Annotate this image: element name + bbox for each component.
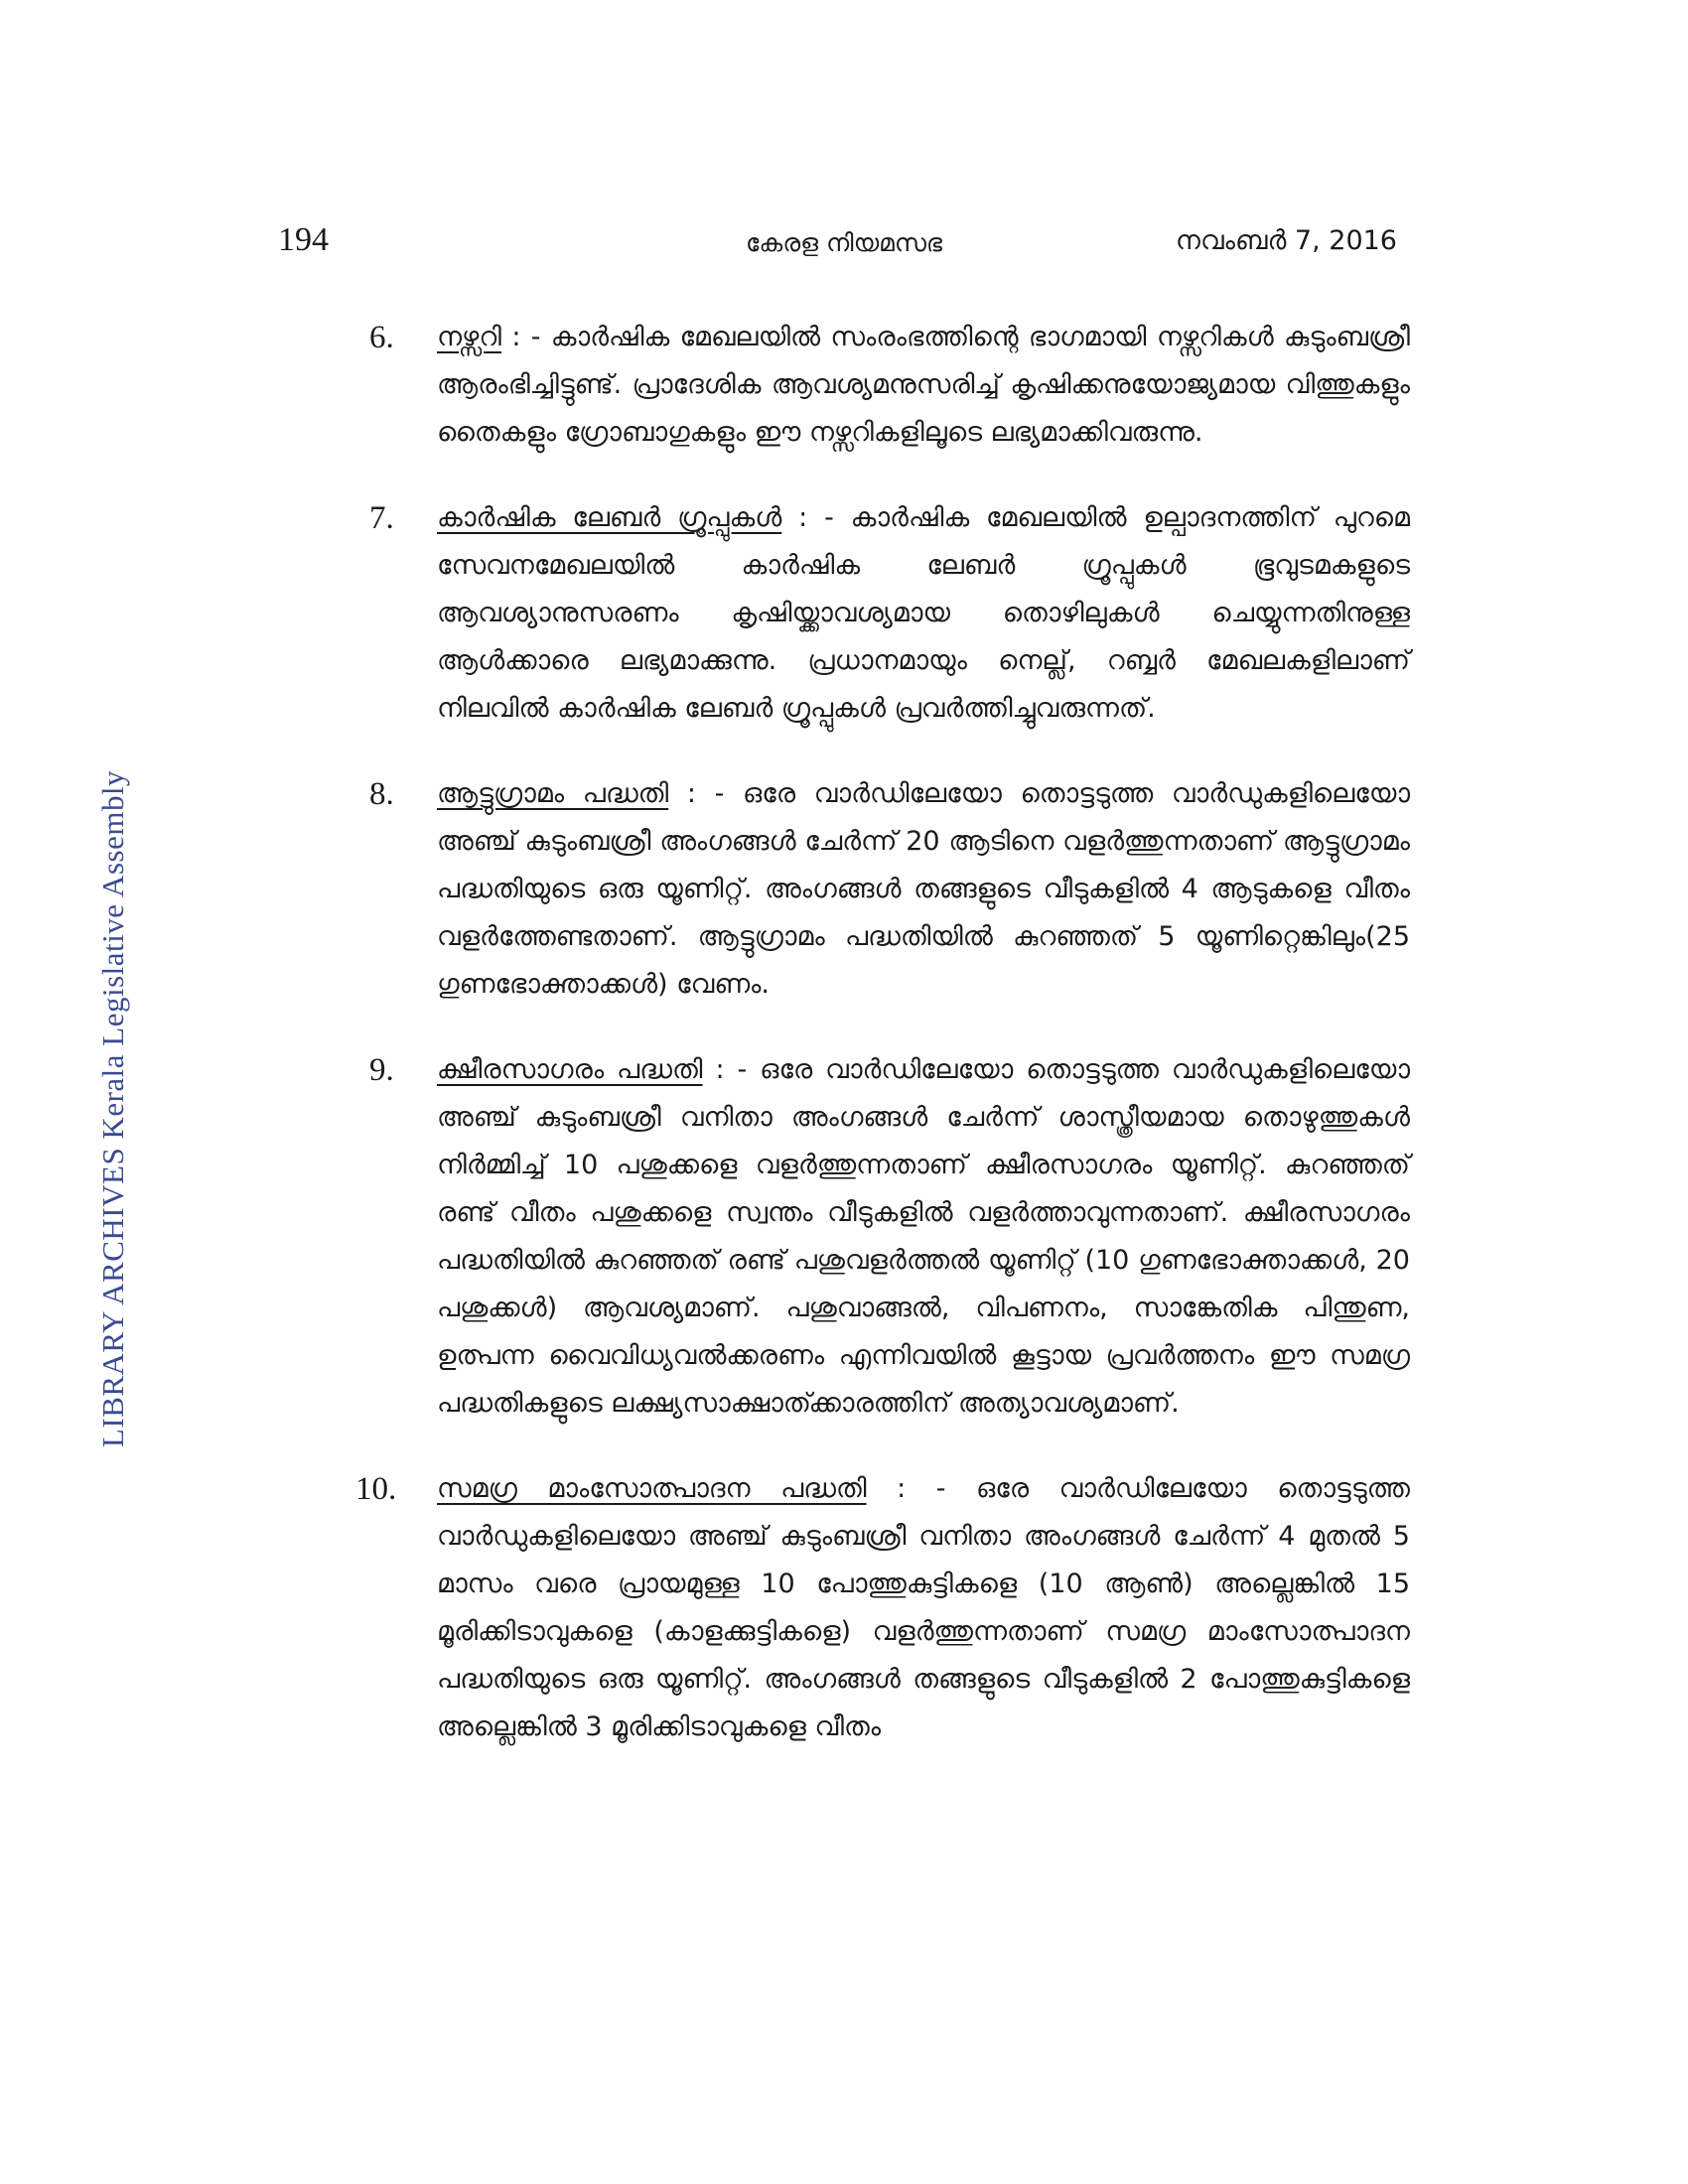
item-body: : - കാർഷിക മേഖലയിൽ ഉല്പാദനത്തിന് പുറമെ സേവനമേഖലയിൽ കാർഷിക ലേബർ ഗ്രൂപ്പുകൾ ഭൂവുടമകളുടെ ആവശ്യാനുസരണം കൃഷിയ്ക്കാവശ്യമായ തൊഴിലുകൾ ചെയ്യുന്നതിനുള്ള ആൾക്കാരെ ലഭ്യമാക്കുന്നു. പ്രധാനമായും നെല്ല്, റബ്ബർ മേഖലകളിലാണ് നിലവിൽ കാർഷിക ലേബർ ഗ്രൂപ്പുകൾ പ്രവർത്തിച്ചുവരുന്നത്. (437, 502, 1410, 724)
item-text (437, 1465, 1410, 1751)
item-heading: ആട്ടുഗ്രാമം പദ്ധതി (437, 778, 669, 809)
list-item (355, 1465, 1410, 1751)
item-number: 9. (369, 1052, 394, 1088)
item-number: 6. (369, 320, 394, 355)
page-header-date: നവംബർ 7, 2016 (1175, 225, 1397, 256)
page-header-title: കേരള നിയമസഭ (746, 228, 942, 257)
item-number: 7. (369, 500, 394, 536)
item-heading: നഴ്സറി (437, 322, 502, 352)
item-text (437, 1046, 1410, 1428)
page-number: 194 (278, 221, 329, 258)
document-body (355, 314, 1410, 1789)
item-body: : - ഒരേ വാർഡിലേയോ തൊട്ടടുത്ത വാർഡുകളിലെയോ അഞ്ച് കുടുംബശ്രീ വനിതാ അംഗങ്ങൾ ചേർന്ന് 4 മുതൽ 5 മാസം വരെ പ്രായമുള്ള 10 പോത്തുകുട്ടികളെ (10 ആൺ) അല്ലെങ്കിൽ 15 മൂരിക്കിടാവുകളെ (കാളക്കുട്ടികളെ) വളർത്തുന്നതാണ് സമഗ്ര മാംസോത്പാദന പദ്ധതിയുടെ ഒരു യൂണിറ്റ്. അംഗങ്ങൾ തങ്ങളുടെ വീടുകളിൽ 2 പോത്തുകുട്ടികളെ അല്ലെങ്കിൽ 3 മൂരിക്കിടാവുകളെ വീതം (437, 1473, 1410, 1742)
list-item (369, 770, 1410, 1009)
item-heading: സമഗ്ര മാംസോത്പാദന പദ്ധതി (437, 1473, 867, 1504)
item-heading: കാർഷിക ലേബർ ഗ്രൂപ്പുകൾ (437, 502, 782, 533)
item-text (437, 770, 1410, 1009)
item-body: : - ഒരേ വാർഡിലേയോ തൊട്ടടുത്ത വാർഡുകളിലെയോ അഞ്ച് കുടുംബശ്രീ വനിതാ അംഗങ്ങൾ ചേർന്ന് ശാസ്ത്രീയമായ തൊഴുത്തുകൾ നിർമ്മിച്ച് 10 പശുക്കളെ വളർത്തുന്നതാണ് ക്ഷീരസാഗരം യൂണിറ്റ്. കുറഞ്ഞത് രണ്ട് വീതം പശുക്കളെ സ്വന്തം വീടുകളിൽ വളർത്താവുന്നതാണ്. ക്ഷീരസാഗരം പദ്ധതിയിൽ കുറഞ്ഞത് രണ്ട് പശുവളർത്തൽ യൂണിറ്റ് (10 ഗുണഭോക്താക്കൾ, 20 പശുക്കൾ) ആവശ്യമാണ്. പശുവാങ്ങൽ, വിപണനം, സാങ്കേതിക പിന്തുണ, ഉത്പന്ന വൈവിധ്യവൽക്കരണം എന്നിവയിൽ കൂട്ടായ പ്രവർത്തനം ഈ സമഗ്ര പദ്ധതികളുടെ ലക്ഷ്യസാക്ഷാത്ക്കാരത്തിന് അത്യാവശ്യമാണ്. (437, 1054, 1410, 1419)
item-text (437, 494, 1410, 733)
side-watermark-text: LIBRARY ARCHIVES Kerala Legislative Assembly (95, 769, 130, 1448)
item-number: 8. (369, 776, 394, 812)
list-item (369, 494, 1410, 733)
item-body: : - കാർഷിക മേഖലയിൽ സംരംഭത്തിന്റെ ഭാഗമായി നഴ്സറികൾ കുടുംബശ്രീ ആരംഭിച്ചിട്ടുണ്ട്. പ്രാദേശിക ആവശ്യമനുസരിച്ച് കൃഷിക്കനുയോജ്യമായ വിത്തുകളും തൈകളും ഗ്രോബാഗുകളും ഈ നഴ്സറികളിലൂടെ ലഭ്യമാക്കിവരുന്നു. (437, 322, 1410, 448)
list-item (369, 314, 1410, 457)
item-text (437, 314, 1410, 457)
list-item (369, 1046, 1410, 1428)
item-heading: ക്ഷീരസാഗരം പദ്ധതി (437, 1054, 703, 1085)
item-number: 10. (355, 1471, 397, 1507)
item-body: : - ഒരേ വാർഡിലേയോ തൊട്ടടുത്ത വാർഡുകളിലെയോ അഞ്ച് കുടുംബശ്രീ അംഗങ്ങൾ ചേർന്ന് 20 ആടിനെ വളർത്തുന്നതാണ് ആട്ടുഗ്രാമം പദ്ധതിയുടെ ഒരു യൂണിറ്റ്. അംഗങ്ങൾ തങ്ങളുടെ വീടുകളിൽ 4 ആടുകളെ വീതം വളർത്തേണ്ടതാണ്. ആട്ടുഗ്രാമം പദ്ധതിയിൽ കുറഞ്ഞത് 5 യൂണിറ്റെങ്കിലും(25 ഗുണഭോക്താക്കൾ) വേണം. (437, 778, 1410, 1000)
